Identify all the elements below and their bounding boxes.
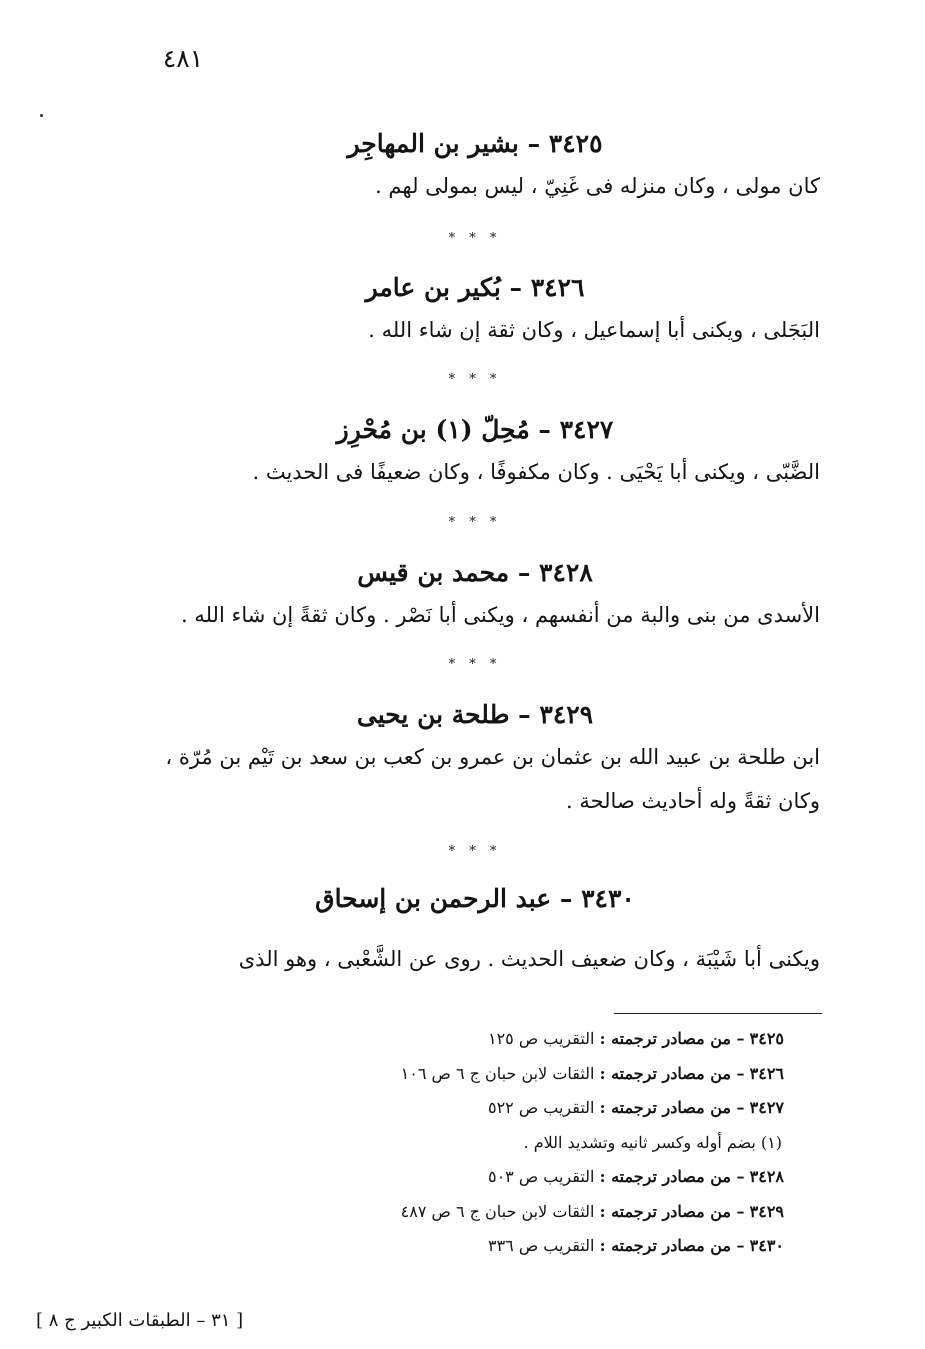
entry-title: ٣٤٢٨ – محمد بن قيس [357, 558, 593, 587]
footnote-number: ٣٤٢٥ [749, 1029, 784, 1048]
page-number: ٤٨١ [162, 44, 204, 73]
entry-3426 [90, 268, 820, 352]
entry-text: الضَّبّى ، ويكنى أبا يَحْيَى . وكان مكفوفًا ، وكان ضعيفًا فى الحديث . [252, 460, 820, 484]
footnote-line [220, 1229, 784, 1264]
footnote-note-text: (١) بضم أوله وكسر ثانيه وتشديد اللام . [523, 1132, 782, 1152]
entry-3425 [90, 124, 820, 208]
signature-mark: [ ٣١ – الطبقات الكبير ج ٨ ] [36, 1310, 244, 1331]
footnote-line [220, 1195, 784, 1230]
entry-text: البَجَلى ، ويكنى أبا إسماعيل ، وكان ثقة إن شاء الله . [368, 318, 820, 342]
footnote-line [220, 1091, 784, 1126]
footnote-text: التقريب ص ١٢٥ [487, 1029, 595, 1048]
footnote-source-label: – من مصادر ترجمته : [599, 1029, 745, 1048]
entry-text: ابن طلحة بن عبيد الله بن عثمان بن عمرو بن كعب بن سعد بن تَيْم بن مُرّة ، [165, 745, 820, 769]
separator: * * * [448, 515, 502, 530]
footnote-number: ٣٤٢٦ [749, 1063, 784, 1083]
entry-title: ٣٤٢٧ – مُحِلّ (١) بن مُحْرِز [336, 415, 614, 444]
footnote-text: الثقات لابن حبان ج ٦ ص ١٠٦ [400, 1063, 595, 1083]
stray-dot [40, 114, 43, 117]
footnote-number: ٣٤٢٨ [749, 1167, 784, 1186]
footnote-source-label: – من مصادر ترجمته : [599, 1098, 745, 1117]
footnote-text: الثقات لابن حبان ج ٦ ص ٤٨٧ [400, 1201, 595, 1221]
entry-text: ويكنى أبا شَيْبَة ، وكان ضعيف الحديث . روى عن الشَّعْبى ، وهو الذى [238, 947, 820, 971]
entry-3428 [90, 553, 820, 637]
footnote-source-label: – من مصادر ترجمته : [599, 1063, 745, 1083]
entry-title: ٣٤٣٠ – عبد الرحمن بن إسحاق [315, 884, 635, 913]
footnote-source-label: – من مصادر ترجمته : [599, 1167, 745, 1186]
separator: * * * [448, 231, 502, 246]
footnote-number: ٣٤٣٠ [749, 1236, 784, 1255]
footnote-text: التقريب ص ٣٣٦ [487, 1236, 595, 1255]
footnotes [220, 1022, 784, 1264]
footnote-source-label: – من مصادر ترجمته : [599, 1201, 745, 1221]
separator: * * * [448, 372, 502, 387]
separator: * * * [448, 844, 502, 859]
entry-text: كان مولى ، وكان منزله فى غَنِيّ ، ليس بمولى لهم . [375, 174, 820, 198]
footnote-rule [614, 1013, 822, 1014]
footnote-line [220, 1057, 784, 1092]
footnote-note [220, 1126, 784, 1161]
entry-3427 [90, 410, 820, 494]
footnote-line [220, 1022, 784, 1057]
entry-3429 [90, 695, 820, 823]
footnote-text: التقريب ص ٥٢٢ [487, 1098, 595, 1117]
footnote-number: ٣٤٢٧ [749, 1098, 784, 1117]
entry-text: وكان ثقةً وله أحاديث صالحة . [565, 789, 820, 813]
footnote-number: ٣٤٢٩ [749, 1201, 784, 1221]
separator: * * * [448, 657, 502, 672]
entry-title: ٣٤٢٥ – بشير بن المهاجِر [347, 129, 603, 158]
footnote-text: التقريب ص ٥٠٣ [487, 1167, 595, 1186]
footnote-source-label: – من مصادر ترجمته : [599, 1236, 745, 1255]
footnote-line [220, 1160, 784, 1195]
entry-title: ٣٤٢٦ – بُكير بن عامر [365, 273, 585, 302]
entry-title: ٣٤٢٩ – طلحة بن يحيى [356, 700, 594, 729]
entry-3430 [90, 879, 820, 981]
entry-text: الأسدى من بنى والبة من أنفسهم ، ويكنى أبا نَصْر . وكان ثقةً إن شاء الله . [180, 603, 820, 627]
